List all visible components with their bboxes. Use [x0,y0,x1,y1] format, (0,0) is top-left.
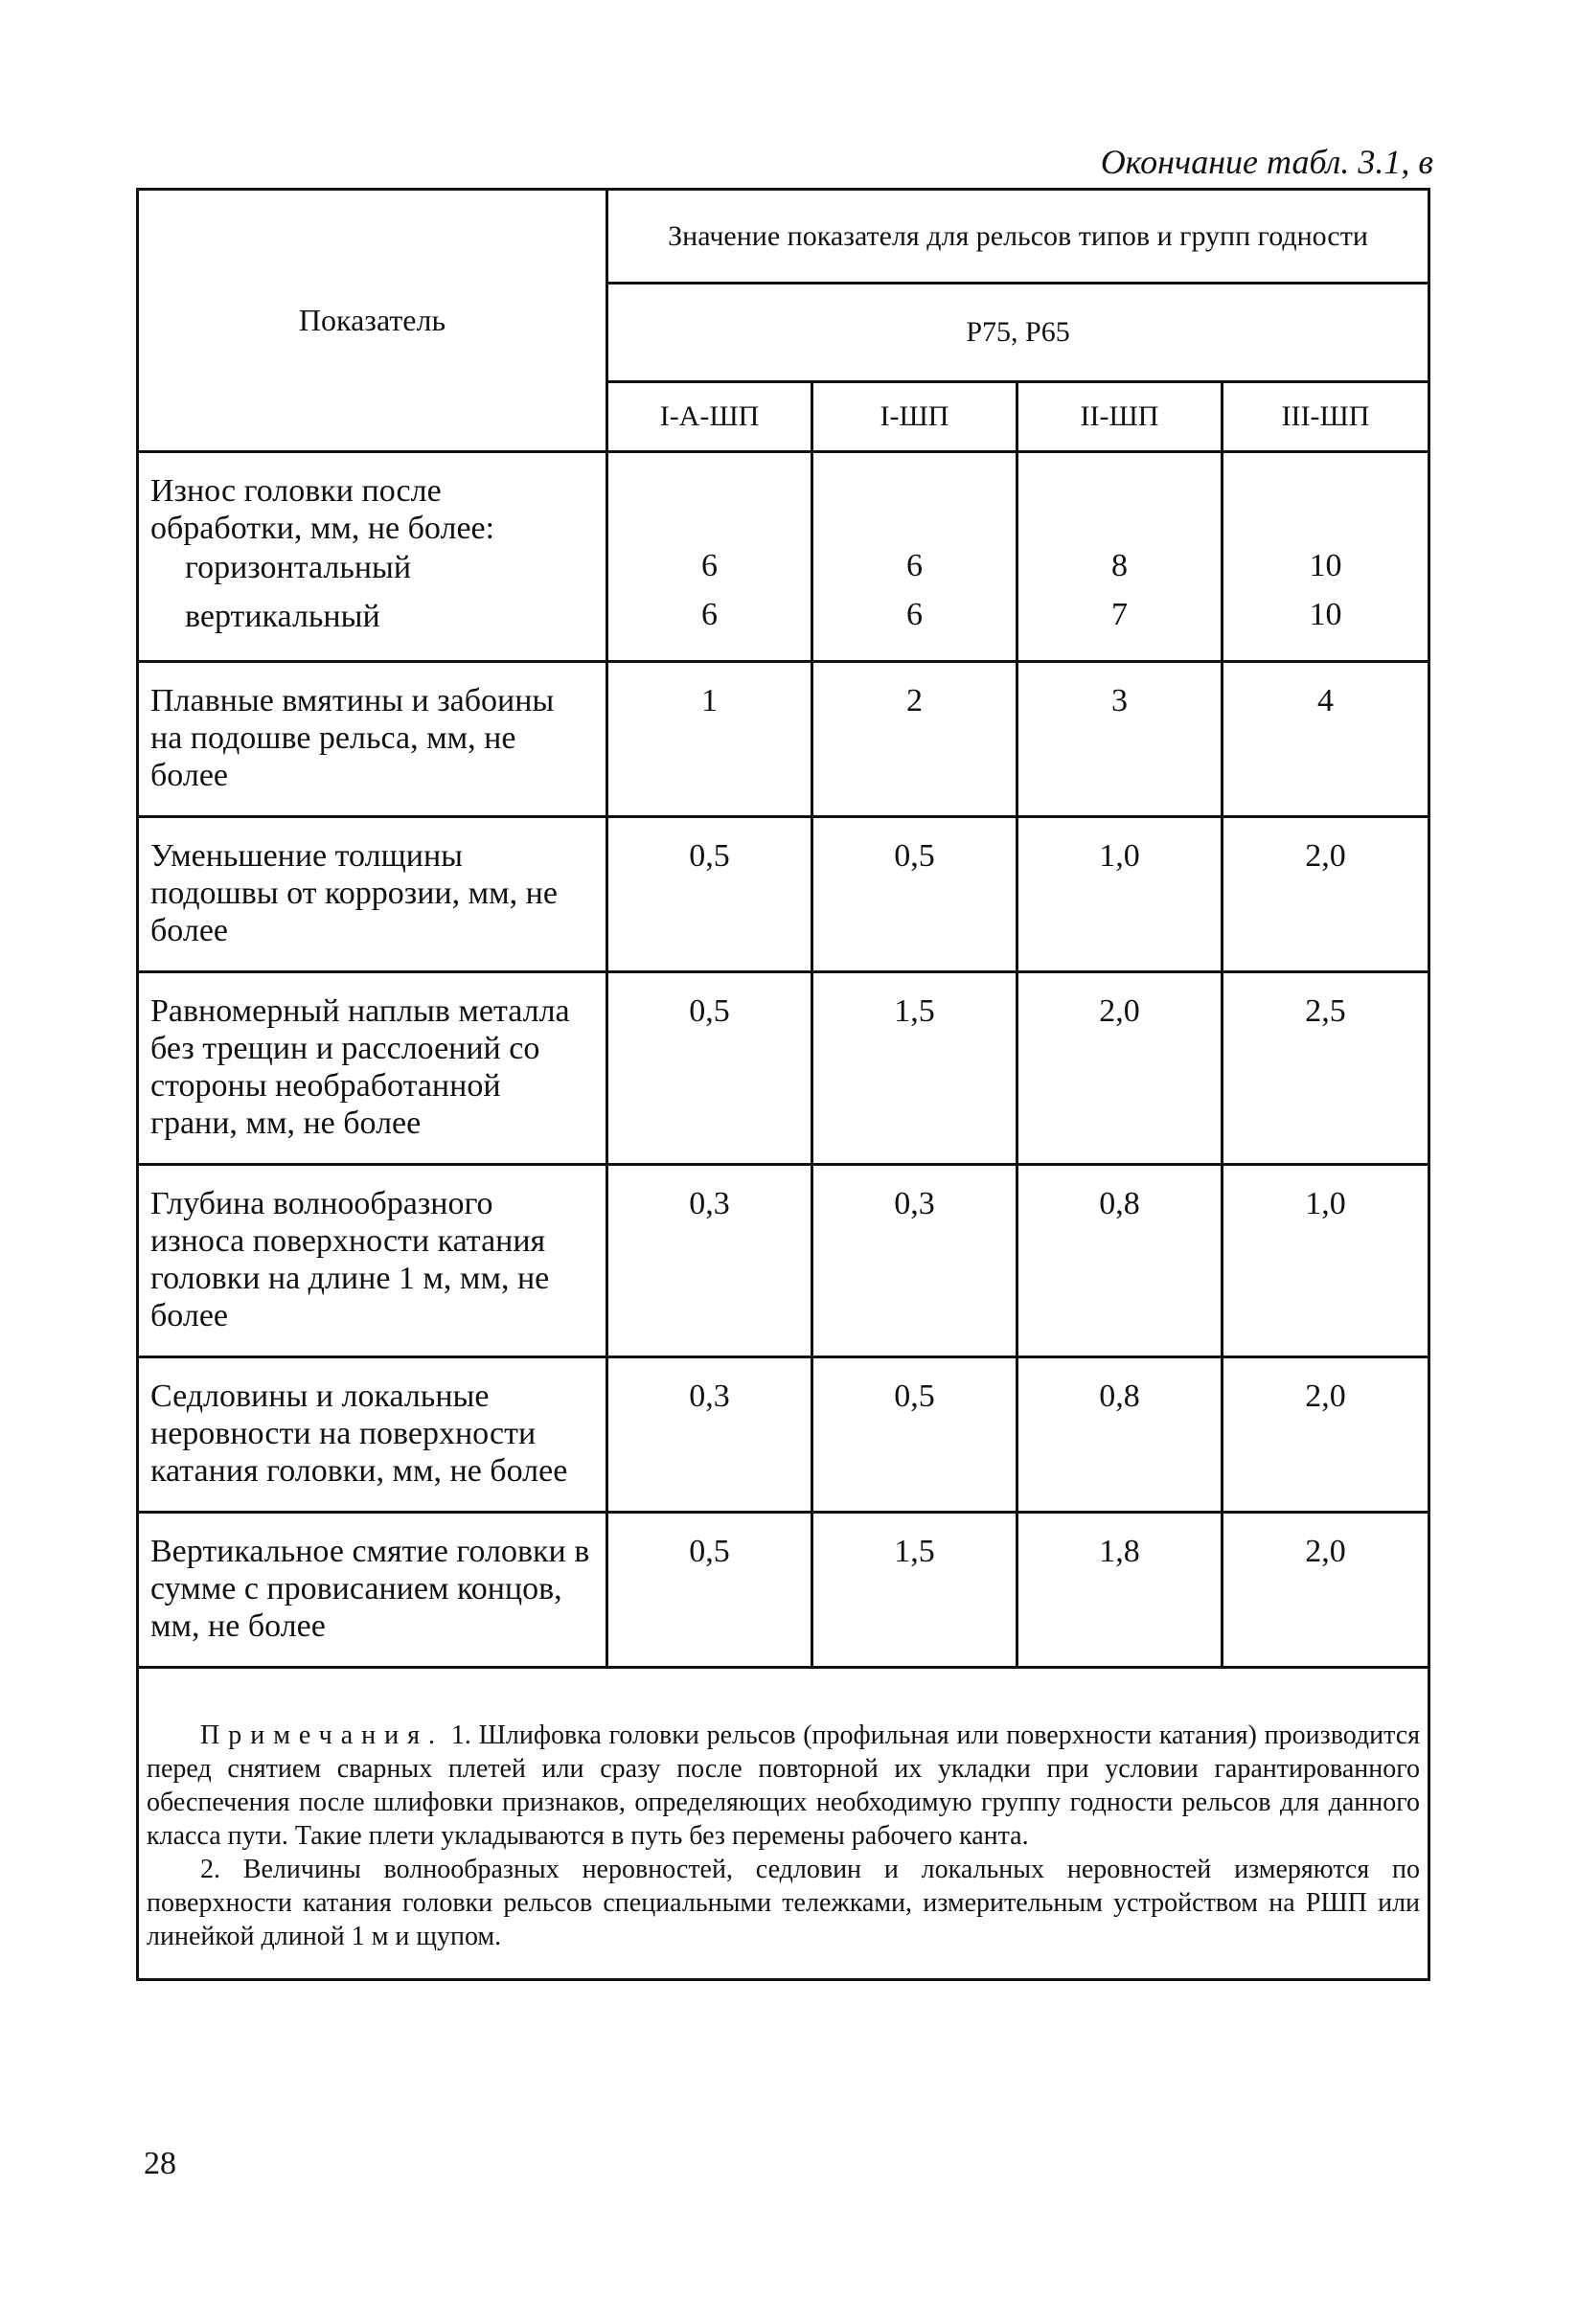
cell-value [607,452,812,662]
table-caption: Окончание табл. 3.1, в [1100,143,1433,181]
cell-value: 0,5 [607,972,812,1165]
column-header: I-А-ШП [607,382,812,452]
table-row [138,972,1429,1165]
cell-value: 1,8 [1017,1513,1223,1668]
row-label-main: Износ головки после обработки, мм, не более: [150,473,495,546]
cell-value: 0,5 [812,1357,1017,1513]
cell-value: 0,3 [607,1165,812,1357]
cell-value: 2,0 [1223,1513,1429,1668]
cell-value: 3 [1017,662,1223,817]
table-row [138,452,1429,662]
row-label: Седловины и локальные неровности на поверхности катания головки, мм, не более [138,1357,607,1513]
row-label: Вертикальное смятие головки в сумме с провисанием концов, мм, не более [138,1513,607,1668]
page-number: 28 [144,2146,176,2181]
cell-value-vertical: 6 [701,597,718,632]
cell-value: 0,5 [812,817,1017,972]
cell-value: 0,3 [607,1357,812,1513]
cell-value [812,452,1017,662]
cell-value: 2,0 [1017,972,1223,1165]
cell-value: 2,5 [1223,972,1429,1165]
row-sublabel: горизонтальный [185,550,412,585]
column-header: I-ШП [812,382,1017,452]
header-indicator: Показатель [138,190,607,452]
cell-value: 1,0 [1017,817,1223,972]
cell-value: 1,5 [812,1513,1017,1668]
cell-value-vertical: 10 [1309,597,1342,632]
cell-value-vertical: 6 [906,597,923,632]
rail-wear-table [136,188,1430,1981]
note-2: 2. Величины волнообразных неровностей, седловин и локальных неровностей измеряются по поверхности катания головки рельсов специальными тележками, измерительным устройством на РШП или линейкой длиной 1 м и щупом. [147,1855,1421,1951]
row-label: Плавные вмятины и забоины на подошве рельса, мм, не более [138,662,607,817]
row-sublabel: вертикальный [185,599,380,634]
notes-row [138,1668,1429,1980]
cell-value: 2 [812,662,1017,817]
notes [138,1668,1429,1980]
cell-value: 2,0 [1223,1357,1429,1513]
cell-value: 1,5 [812,972,1017,1165]
header-rail-types: Р75, Р65 [607,284,1429,382]
header-group-title: Значение показателя для рельсов типов и групп годности [607,190,1429,284]
note-1 [147,1719,1420,1853]
table-row [138,662,1429,817]
column-header: II-ШП [1017,382,1223,452]
cell-value: 1,0 [1223,1165,1429,1357]
cell-value: 2,0 [1223,817,1429,972]
cell-value: 4 [1223,662,1429,817]
cell-value-horizontal: 8 [1111,548,1128,583]
cell-value [1223,452,1429,662]
cell-value-horizontal: 10 [1309,548,1342,583]
cell-value-vertical: 7 [1111,597,1128,632]
row-label: Уменьшение толщины подошвы от коррозии, мм, не более [138,817,607,972]
table-row [138,1357,1429,1513]
cell-value: 0,5 [607,817,812,972]
cell-value: 0,3 [812,1165,1017,1357]
cell-value-horizontal: 6 [906,548,923,583]
cell-value [1017,452,1223,662]
row-label: Равномерный наплыв металла без трещин и расслоений со стороны необработанной грани, мм, не более [138,972,607,1165]
row-label [138,452,607,662]
cell-value: 0,8 [1017,1357,1223,1513]
cell-value: 0,5 [607,1513,812,1668]
row-label: Глубина волнообразного износа поверхности катания головки на длине 1 м, мм, не более [138,1165,607,1357]
note-1-text: 1. Шлифовка головки рельсов (профильная или поверхности катания) производится перед снятием сварных плетей или сразу после повторной их укладки при условии гарантированного обеспечения после шлифовки признаков, определяющих необходимую группу годности рельсов для данного класса пути. Такие плети укладываются в путь без перемены рабочего канта. [147,1720,1421,1851]
cell-value-horizontal: 6 [701,548,718,583]
cell-value: 0,8 [1017,1165,1223,1357]
cell-value: 1 [607,662,812,817]
table-row [138,1513,1429,1668]
table-row [138,817,1429,972]
notes-title: Примечания. [200,1720,445,1750]
column-header: III-ШП [1223,382,1429,452]
table-row [138,1165,1429,1357]
